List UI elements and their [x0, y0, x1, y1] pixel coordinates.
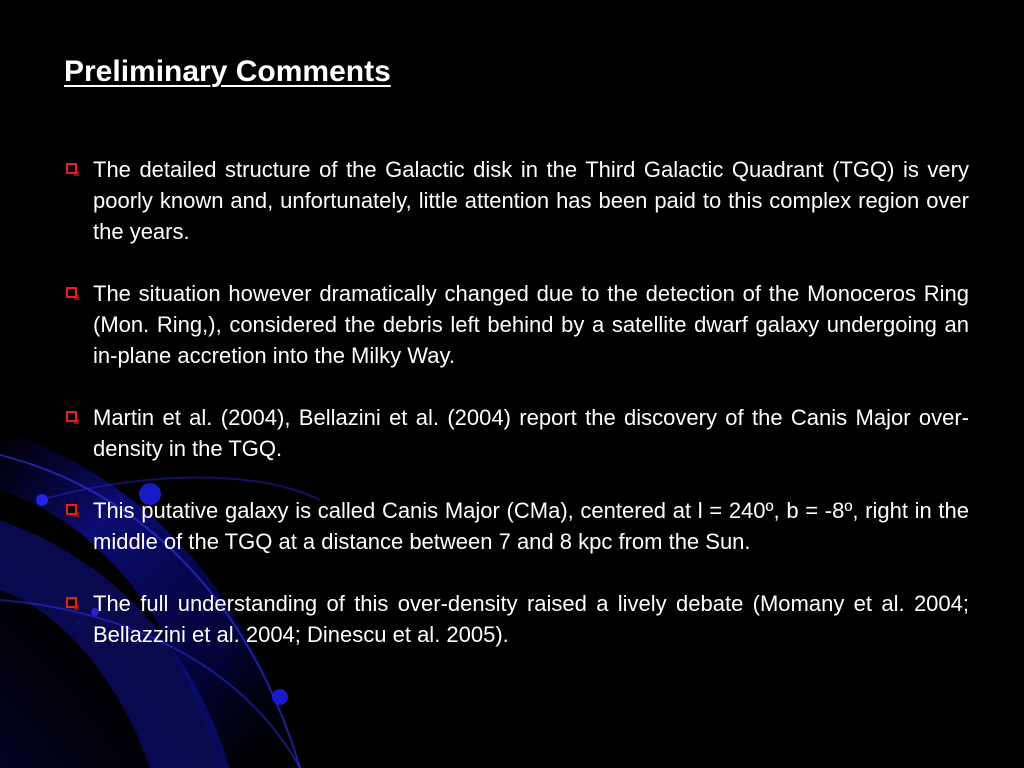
bullet-list: [64, 154, 969, 681]
bullet-text: The detailed structure of the Galactic disk in the Third Galactic Quadrant (TGQ) is very poorly known and, unfortunately, little attention has been paid to this complex region over the years.: [93, 157, 969, 244]
bullet-text: Martin et al. (2004), Bellazini et al. (2004) report the discovery of the Canis Major over-density in the TGQ.: [93, 405, 969, 461]
bullet-item: [64, 588, 969, 650]
bullet-text: The situation however dramatically changed due to the detection of the Monoceros Ring (Mon. Ring,), considered the debris left behind by a satellite dwarf galaxy undergoing an in-plane accretion into the Milky Way.: [93, 281, 969, 368]
slide-title: Preliminary Comments: [64, 55, 391, 88]
blue-dot-3: [272, 689, 288, 705]
bullet-text: The full understanding of this over-density raised a lively debate (Momany et al. 2004; Bellazzini et al. 2004; Dinescu et al. 2005).: [93, 591, 969, 647]
bullet-item: [64, 154, 969, 247]
bullet-item: [64, 278, 969, 371]
blue-dot-1: [36, 494, 48, 506]
bullet-item: [64, 402, 969, 464]
square-bullet-icon: [66, 411, 77, 422]
bullet-item: [64, 495, 969, 557]
square-bullet-icon: [66, 597, 77, 608]
square-bullet-icon: [66, 504, 77, 515]
square-bullet-icon: [66, 287, 77, 298]
bullet-text: This putative galaxy is called Canis Major (CMa), centered at l = 240º, b = -8º, right in the middle of the TGQ at a distance between 7 and 8 kpc from the Sun.: [93, 498, 969, 554]
square-bullet-icon: [66, 163, 77, 174]
